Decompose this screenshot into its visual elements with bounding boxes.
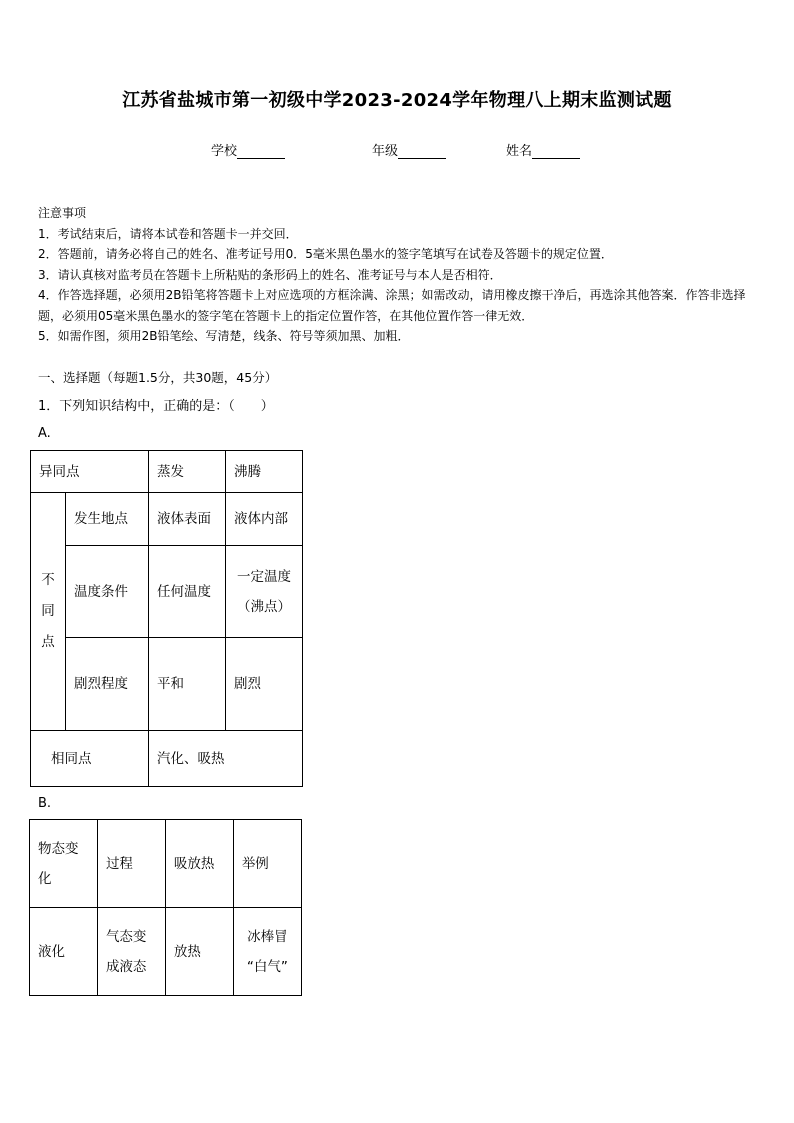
table-cell: 汽化、吸热 — [149, 731, 303, 787]
cell-line: 化 — [38, 870, 52, 887]
table-cell: 相同点 — [31, 731, 149, 787]
name-field — [506, 140, 580, 159]
cell-line: “白气” — [246, 958, 288, 975]
table-cell: 发生地点 — [66, 493, 149, 546]
table-cell: 液体表面 — [149, 493, 226, 546]
section-title: 一、选择题（每题1.5分，共30题，45分） — [38, 370, 278, 385]
page-title: 江苏省盐城市第一初级中学2023-2024学年物理八上期末监测试题 — [122, 90, 672, 111]
table-row — [31, 493, 303, 546]
table-cell: 举例 — [233, 820, 301, 908]
table-cell — [233, 908, 301, 996]
school-label: 学校 — [211, 144, 238, 159]
cell-line: 气态变 — [105, 928, 147, 945]
table-cell: 放热 — [165, 908, 233, 996]
question-1-stem: 1．下列知识结构中，正确的是：（ ） — [38, 399, 274, 414]
cell-line: 成液态 — [105, 958, 147, 975]
table-row — [31, 546, 303, 638]
option-b-label: B. — [38, 796, 52, 811]
table-cell: 温度条件 — [66, 546, 149, 638]
diff-char: 同 — [41, 603, 55, 619]
diff-char: 不 — [41, 572, 55, 588]
notice-item: 3．请认真核对监考员在答题卡上所粘贴的条形码上的姓名、准考证号与本人是否相符． — [38, 267, 502, 282]
notice-item: 4．作答选择题，必须用2B铅笔将答题卡上对应选项的方框涂满、涂黑；如需改动，请用橡皮擦干净后，再选涂其他答案．作答非选择题，必须用05毫米黑色墨水的签字笔在答题卡上的指定位置作答，在其他位置作答一律无效． — [38, 288, 746, 323]
cell-line: （沸点） — [237, 598, 291, 615]
table-cell: 平和 — [149, 638, 226, 731]
grade-label: 年级 — [372, 144, 399, 159]
table-row — [30, 820, 302, 908]
table-cell: 吸放热 — [165, 820, 233, 908]
option-b-table — [29, 819, 302, 996]
grade-field — [372, 140, 446, 159]
notice-item: 5．如需作图，须用2B铅笔绘、写清楚，线条、符号等须加黑、加粗． — [38, 329, 410, 343]
name-label: 姓名 — [506, 144, 533, 159]
table-cell: 任何温度 — [149, 546, 226, 638]
notice-heading: 注意事项 — [38, 206, 87, 220]
school-blank — [237, 144, 285, 159]
cell-line: 物态变 — [38, 840, 79, 857]
notice-section — [38, 203, 760, 347]
option-a-label: A. — [38, 426, 51, 441]
cell-line: 冰棒冒 — [247, 928, 288, 945]
notice-item: 1．考试结束后，请将本试卷和答题卡一并交回． — [38, 226, 298, 241]
name-blank — [532, 144, 580, 159]
student-info-row — [0, 140, 794, 160]
table-cell: 剧烈程度 — [66, 638, 149, 731]
table-cell — [97, 908, 165, 996]
table-row — [31, 731, 303, 787]
grade-blank — [398, 144, 446, 159]
table-cell: 蒸发 — [149, 451, 226, 493]
table-cell — [30, 820, 98, 908]
diff-char: 点 — [41, 634, 55, 650]
table-cell: 沸腾 — [226, 451, 303, 493]
diff-label-cell — [31, 493, 66, 731]
cell-line: 一定温度 — [237, 568, 291, 585]
notice-item: 2．答题前，请务必将自己的姓名、准考证号用0．5毫米黑色墨水的签字笔填写在试卷及答题卡的规定位置． — [38, 247, 613, 261]
table-cell: 液体内部 — [226, 493, 303, 546]
table-cell: 异同点 — [31, 451, 149, 493]
option-a-table — [30, 450, 303, 787]
table-cell: 液化 — [30, 908, 98, 996]
table-row — [30, 908, 302, 996]
table-row — [31, 638, 303, 731]
table-cell — [226, 546, 303, 638]
school-field — [211, 140, 285, 159]
table-row — [31, 451, 303, 493]
table-cell: 过程 — [97, 820, 165, 908]
table-cell: 剧烈 — [226, 638, 303, 731]
